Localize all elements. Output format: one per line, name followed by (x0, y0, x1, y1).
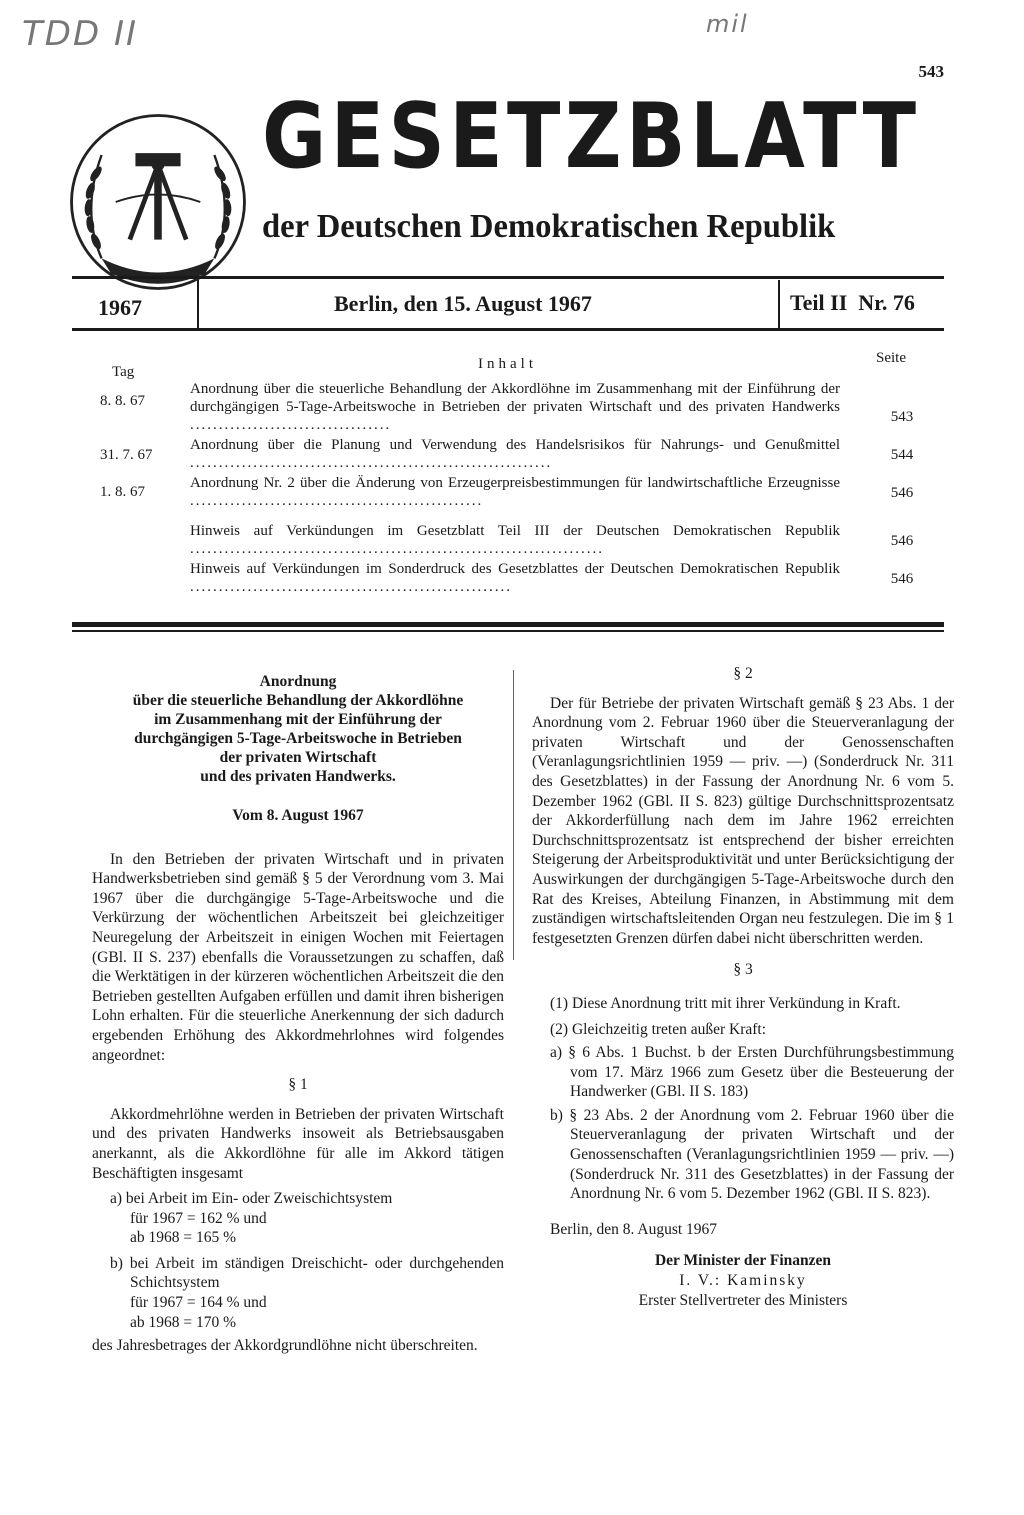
toc-entry-date: 1. 8. 67 (100, 484, 145, 500)
header-top-rule (72, 276, 944, 279)
section-1-item-b-1967: für 1967 = 164 % und (130, 1294, 267, 1312)
signing-place-date: Berlin, den 8. August 1967 (550, 1220, 718, 1238)
handwritten-note-top-center: mil (706, 10, 749, 38)
section-3-item-b: b) § 23 Abs. 2 der Anordnung vom 2. Februar 1960 über die Steuerveranlagung der privaten Wirtschaft und der Genossenschaften (Veranlagungsrichtlinien 1959 — priv. —) (Sonderdruck Nr. 311 des Gesetzblattes) in der Fassung der Anordnung Nr. 6 vom 5. Dezember 1962 (GBl. II S. 823). (550, 1106, 954, 1203)
toc-separator-rule-thin (72, 630, 944, 632)
toc-date-heading: Tag (112, 364, 135, 380)
toc-separator-rule (72, 622, 944, 627)
section-1-item-a-1967: für 1967 = 162 % und (130, 1209, 267, 1227)
section-1-closing: des Jahresbetrages der Akkordgrundlöhne nicht überschreiten. (92, 1337, 478, 1355)
masthead-title: GESETZBLATT (262, 84, 921, 189)
minister-title: Der Minister der Finanzen (654, 1252, 832, 1270)
right-column (532, 664, 954, 1310)
section-2-text: Der für Betriebe der privaten Wirtschaft gemäß § 23 Abs. 1 der Anordnung vom 2. Februar 1960 über die Steuerveranlagung der privaten Wirtschaft und der Genossenschaften (Veranlagungsrichtlinien 1959 — priv. —) (Sonderdruck Nr. 311 des Gesetzblattes) in der Fassung der Anordnung Nr. 6 vom 5. Dezember 1962 (GBl. II S. 823) gültige Durchschnittsprozentsatz der Akkorderfüllung nach dem im Jahre 1962 erreichten Durchschnittsprozentsatz ist entsprechend der bisher erreichten Steigerung der Arbeitsproduktivität und unter Berücksichtigung der Auswirkungen der durchgängigen 5-Tage-Arbeitswoche durch den Rat des Kreises, Abteilung Finanzen, in Abstimmung mit dem zuständigen wirtschaftsleitenden Organ neu festzulegen. Die im § 1 festgesetzten Grenzen dürfen dabei nicht überschritten werden. (532, 694, 954, 947)
section-3-item-a: a) § 6 Abs. 1 Buchst. b der Ersten Durchführungsbestimmung vom 17. März 1966 zum Gesetz über die Besteuerung der Handwerker (GBl. II S. 183) (550, 1044, 954, 1101)
section-1-heading: § 1 (288, 1076, 308, 1094)
toc-entry-page: 546 (890, 533, 914, 549)
handwritten-note-top-left: TDD II (22, 14, 138, 54)
decree-title: Anordnung über die steuerliche Behandlung der Akkordlöhne im Zusammenhang mit der Einführung der durchgängigen 5-Tage-Arbeitswoche in Betrieben der privaten Wirtschaft und des privaten Handwerks. (132, 673, 464, 785)
header-divider-left (197, 280, 199, 328)
toc-entry-page: 543 (890, 409, 914, 425)
signature: I. V.: Kaminsky (679, 1272, 807, 1290)
toc-entry-text[interactable]: Anordnung Nr. 2 über die Änderung von Erzeugerpreisbestimmungen für landwirtschaftliche Erzeugnisse ................................................... (190, 475, 840, 509)
section-1-item-b-1968: ab 1968 = 170 % (130, 1313, 237, 1331)
decree-intro: In den Betrieben der privaten Wirtschaft und in privaten Handwerksbetrieben sind gemäß § 5 der Verordnung vom 3. Mai 1967 über die durchgängige 5-Tage-Arbeitswoche und die Verkürzung der wöchentlichen Arbeitszeit bei gleichzeitiger Neuregelung der Arbeitszeit in einigen Wochen mit Feiertagen (GBl. II S. 237) ebenfalls die Voraussetzungen zu schaffen, daß die Werktätigen in der kürzeren wöchentlichen Arbeitszeit die den Betrieben gestellten Aufgaben erfüllen und damit ihren bisherigen Lohn erhalten. Für die steuerliche Anerkennung der sich dadurch ergebenden Erhöhung des Akkordmehrlohnes wird folgendes angeordnet: (92, 850, 504, 1064)
toc-entry-text[interactable]: Hinweis auf Verkündungen im Gesetzblatt Teil III der Deutschen Demokratischen Republik ........................................................................ (190, 523, 840, 557)
section-3-paragraph-1: (1) Diese Anordnung tritt mit ihrer Verkündung in Kraft. (550, 994, 901, 1012)
state-seal-emblem (64, 108, 252, 296)
toc-entry-date: 31. 7. 67 (100, 447, 153, 463)
toc-entry-date: 8. 8. 67 (100, 393, 145, 409)
toc-entry-text[interactable]: Hinweis auf Verkündungen im Sonderdruck des Gesetzblattes der Deutschen Demokratischen Republik ........................................................ (190, 561, 840, 595)
decree-date: Vom 8. August 1967 (232, 807, 364, 824)
masthead-subtitle: der Deutschen Demokratischen Republik (262, 208, 836, 245)
issue-year: 1967 (98, 295, 142, 320)
toc-entry-page: 546 (890, 571, 914, 587)
header-bottom-rule (72, 328, 944, 331)
column-divider (513, 670, 514, 960)
section-1-text: Akkordmehrlöhne werden in Betrieben der privaten Wirtschaft und des privaten Handwerks insoweit als Betriebsausgaben anerkannt, als die Akkordlöhne für alle im Akkord tätigen Beschäftigten insgesamt (92, 1105, 504, 1182)
section-3-heading: § 3 (733, 961, 753, 979)
issue-place-date: Berlin, den 15. August 1967 (334, 291, 592, 316)
header-divider-right (778, 280, 780, 328)
toc-title: Inhalt (478, 356, 537, 372)
toc-page-heading: Seite (876, 350, 906, 366)
section-3-paragraph-2: (2) Gleichzeitig treten außer Kraft: (550, 1020, 767, 1038)
toc-entry-text[interactable]: Anordnung über die Planung und Verwendung des Handelsrisikos für Nahrungs- und Genußmittel ............................................................... (190, 437, 840, 471)
page-number: 543 (918, 62, 944, 81)
section-1-item-b: b) bei Arbeit im ständigen Dreischicht- oder durchgehenden Schichtsystem (110, 1254, 504, 1292)
issue-part-number: Teil II Nr. 76 (790, 290, 915, 315)
toc-entry-text[interactable]: Anordnung über die steuerliche Behandlung der Akkordlöhne im Zusammenhang mit der Einführung der durchgängigen 5-Tage-Arbeitswoche in Betrieben der privaten Wirtschaft und des privaten Handwerks ................................... (190, 381, 840, 433)
left-column (92, 672, 504, 1356)
section-2-heading: § 2 (733, 665, 753, 682)
section-1-item-a: a) bei Arbeit im Ein- oder Zweischichtsystem (110, 1190, 393, 1208)
section-1-item-a-1968: ab 1968 = 165 % (130, 1229, 237, 1247)
toc-entry-page: 546 (890, 485, 914, 501)
signer-title: Erster Stellvertreter des Ministers (638, 1291, 848, 1309)
toc-entry-page: 544 (890, 447, 914, 463)
